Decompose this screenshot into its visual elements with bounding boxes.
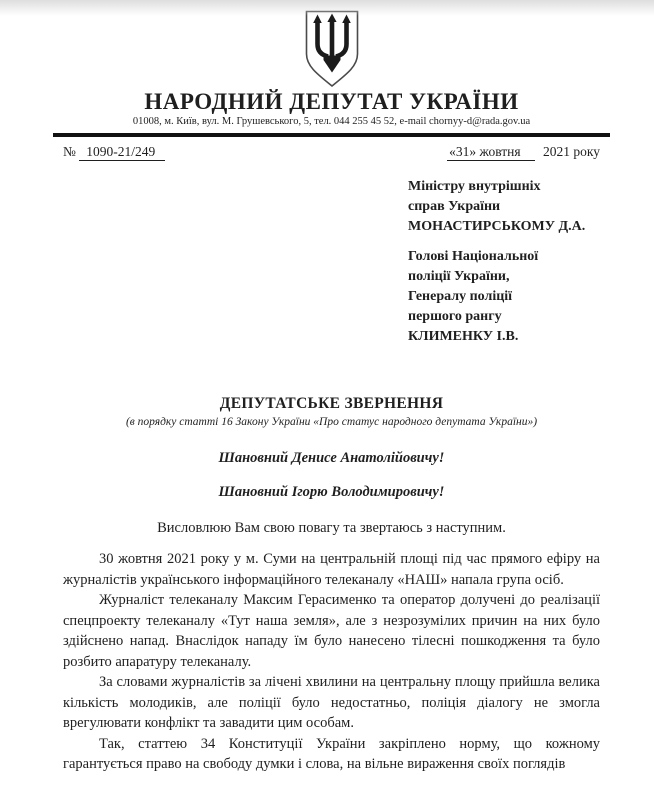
org-name: НАРОДНИЙ ДЕПУТАТ УКРАЇНИ [144,89,519,114]
letterhead-divider [53,133,610,137]
greeting-line: Шановний Денисе Анатолійовичу! [218,450,445,466]
recipient-line: поліції України, [408,269,510,284]
recipient-line: справ України [408,199,501,214]
recipient-line: Голові Національної [408,249,539,264]
body-paragraph: За словами журналістів за лічені хвилини на центральну площу прийшла велика кількість молодиків, але поліції було недостатньо, поліція діалогу не змогла врегулювати конфлікт та завадити цим особам. [63,674,600,731]
recipient-police-chief [408,247,600,347]
reference-date-day-month: «31» жовтня [447,144,535,161]
recipient-minister [408,177,600,237]
body-paragraph: 30 жовтня 2021 року у м. Суми на центральній площі під час прямого ефіру на журналістів українського інформаційного телеканалу «НАШ» напала група осіб. [63,551,600,588]
reference-number-prefix: № [63,144,76,159]
recipient-line: Генералу поліції [408,289,513,304]
reference-date [447,144,600,160]
reference-row [63,144,600,160]
reference-date-year: 2021 року [543,144,600,159]
letter-body [63,549,600,775]
recipient-line: Міністру внутрішніх [408,179,541,194]
recipient-line: КЛИМЕНКУ І.В. [408,329,519,344]
recipients-block [408,177,600,347]
reference-number [63,144,165,160]
org-address: 01008, м. Київ, вул. М. Грушевського, 5, тел. 044 255 45 52, e-mail chornyy-d@rada.gov.ua [132,116,531,127]
body-paragraph: Так, статтею 34 Конституції України закріплено норму, що кожному гарантується право на свободу думки і слова, на вільне вираження своїх поглядів [63,735,600,772]
recipient-line: першого рангу [408,309,502,324]
salutation-line: Висловлюю Вам свою повагу та звертаюсь з наступним. [157,520,506,536]
document-title: ДЕПУТАТСЬКЕ ЗВЕРНЕННЯ [219,395,444,412]
body-paragraph: Журналіст телеканалу Максим Герасименко та оператор долучені до реалізації спецпроекту телеканалу «Тут наша земля», але з незрозумілих причин на них було здійснено напад. Внаслідок нападу їм було нанесено тілесні пошкодження та було розбито апаратуру телеканалу. [63,592,600,670]
ukraine-trident-emblem-icon [302,10,362,88]
greeting-line: Шановний Ігорю Володимировичу! [218,484,445,500]
recipient-line: МОНАСТИРСЬКОМУ Д.А. [408,219,586,234]
reference-number-value: 1090-21/249 [79,144,165,161]
document-subtitle: (в порядку статті 16 Закону України «Про статус народного депутата України») [125,416,538,428]
